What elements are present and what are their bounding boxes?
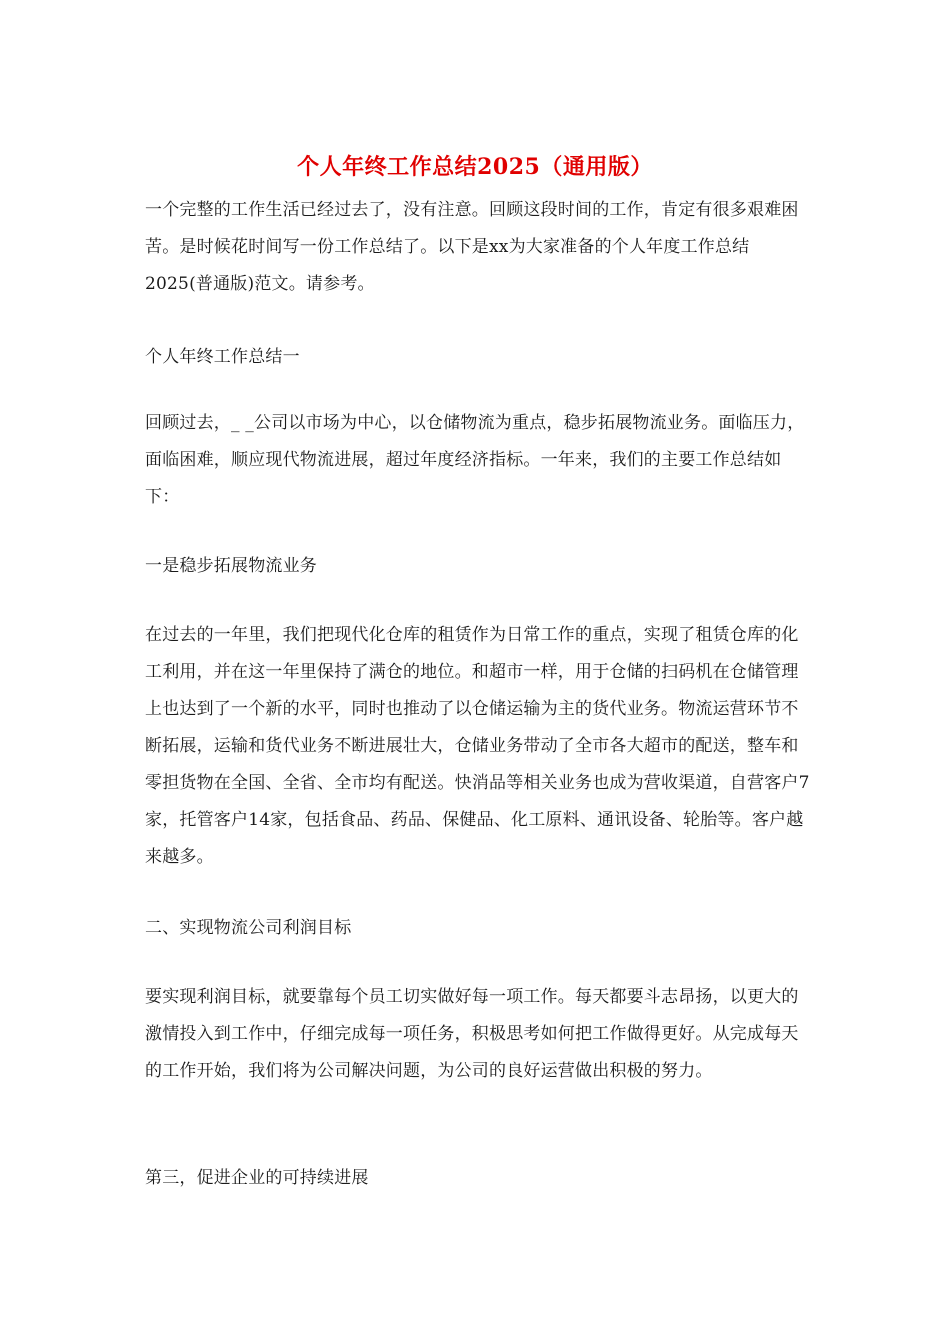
logistics-paragraph: 在过去的一年里，我们把现代化仓库的租赁作为日常工作的重点，实现了租赁仓库的化工利用，并在这一年里保持了满仓的地位。和超市一样，用于仓储的扫码机在仓储管理上也达到了一个新的水平，同时也推动了以仓储运输为主的货代业务。物流运营环节不断拓展，运输和货代业务不断进展壮大，仓储业务带动了全市各大超市的配送，整车和零担货物在全国、全省、全市均有配送。快消品等相关业务也成为营收渠道，自营客户7家，托管客户14家，包括食品、药品、保健品、化工原料、通讯设备、轮胎等。客户越来越多。 xyxy=(145,625,810,867)
intro-paragraph: 一个完整的工作生活已经过去了，没有注意。回顾这段时间的工作，肯定有很多艰难困苦。是时候花时间写一份工作总结了。以下是xx为大家准备的个人年度工作总结2025(普通版)范文。请参考。 xyxy=(145,200,799,294)
heading-profit-target: 二、实现物流公司利润目标 xyxy=(145,918,352,938)
review-paragraph: 回顾过去，_ _公司以市场为中心，以仓储物流为重点，稳步拓展物流业务。面临压力，面临困难，顺应现代物流进展，超过年度经济指标。一年来，我们的主要工作总结如下： xyxy=(145,413,805,507)
profit-paragraph: 要实现利润目标，就要靠每个员工切实做好每一项工作。每天都要斗志昂扬，以更大的激情投入到工作中，仔细完成每一项任务，积极思考如何把工作做得更好。从完成每天的工作开始，我们将为公司解决问题，为公司的良好运营做出积极的努力。 xyxy=(145,987,799,1081)
section-heading-summary-one: 个人年终工作总结一 xyxy=(145,347,300,367)
document-title: 个人年终工作总结2025（通用版） xyxy=(297,154,653,180)
heading-expand-logistics: 一是稳步拓展物流业务 xyxy=(145,556,317,576)
heading-sustainable-development: 第三，促进企业的可持续进展 xyxy=(145,1168,369,1188)
